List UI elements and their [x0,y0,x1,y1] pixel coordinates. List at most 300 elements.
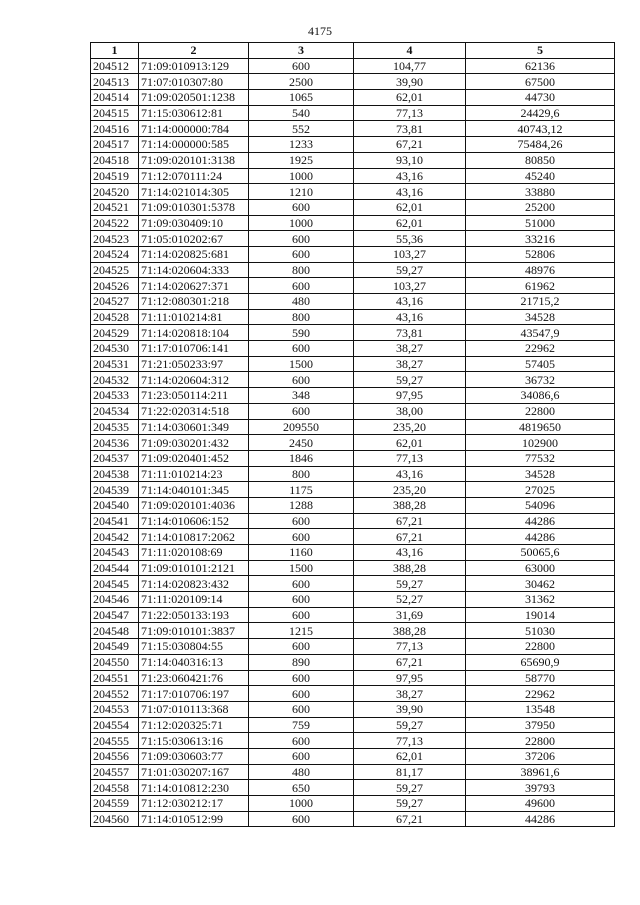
area-cell: 1065 [249,90,354,106]
table-row [91,466,615,482]
area-cell: 800 [249,262,354,278]
rate-cell: 43,16 [354,294,466,310]
row-id-cell: 204524 [91,246,139,262]
value-cell: 30462 [466,576,615,592]
row-id-cell: 204518 [91,152,139,168]
cadastral-number-cell: 71:07:010307:80 [139,74,249,90]
row-id-cell: 204538 [91,466,139,482]
row-id-cell: 204526 [91,278,139,294]
cadastral-number-cell: 71:22:020314:518 [139,403,249,419]
area-cell: 600 [249,576,354,592]
rate-cell: 38,27 [354,686,466,702]
value-cell: 25200 [466,199,615,215]
cadastral-number-cell: 71:15:030612:81 [139,105,249,121]
table-row [91,513,615,529]
row-id-cell: 204552 [91,686,139,702]
rate-cell: 73,81 [354,325,466,341]
area-cell: 600 [249,748,354,764]
row-id-cell: 204513 [91,74,139,90]
value-cell: 45240 [466,168,615,184]
rate-cell: 235,20 [354,482,466,498]
area-cell: 1175 [249,482,354,498]
area-cell: 600 [249,639,354,655]
rate-cell: 67,21 [354,513,466,529]
cadastral-number-cell: 71:17:010706:197 [139,686,249,702]
area-cell: 552 [249,121,354,137]
header-row [91,43,615,59]
rate-cell: 67,21 [354,529,466,545]
rate-cell: 77,13 [354,450,466,466]
row-id-cell: 204550 [91,654,139,670]
rate-cell: 235,20 [354,419,466,435]
table-row [91,325,615,341]
cadastral-number-cell: 71:23:050114:211 [139,388,249,404]
value-cell: 48976 [466,262,615,278]
cadastral-number-cell: 71:09:010101:2121 [139,560,249,576]
column-header: 3 [249,43,354,59]
rate-cell: 55,36 [354,231,466,247]
table-body [91,58,615,827]
rate-cell: 81,17 [354,764,466,780]
table-row [91,686,615,702]
table-row [91,701,615,717]
cadastral-number-cell: 71:14:040101:345 [139,482,249,498]
value-cell: 63000 [466,560,615,576]
value-cell: 51000 [466,215,615,231]
row-id-cell: 204525 [91,262,139,278]
table-row [91,670,615,686]
area-cell: 480 [249,764,354,780]
table-row [91,592,615,608]
rate-cell: 62,01 [354,435,466,451]
value-cell: 22962 [466,341,615,357]
value-cell: 21715,2 [466,294,615,310]
value-cell: 54096 [466,497,615,513]
value-cell: 4819650 [466,419,615,435]
row-id-cell: 204551 [91,670,139,686]
row-id-cell: 204541 [91,513,139,529]
area-cell: 600 [249,592,354,608]
rate-cell: 59,27 [354,796,466,812]
table-row [91,309,615,325]
value-cell: 38961,6 [466,764,615,780]
value-cell: 22800 [466,403,615,419]
value-cell: 22800 [466,733,615,749]
rate-cell: 59,27 [354,780,466,796]
row-id-cell: 204515 [91,105,139,121]
value-cell: 57405 [466,356,615,372]
table-row [91,497,615,513]
area-cell: 600 [249,701,354,717]
cadastral-number-cell: 71:14:020604:333 [139,262,249,278]
area-cell: 600 [249,733,354,749]
row-id-cell: 204542 [91,529,139,545]
cadastral-number-cell: 71:09:010913:129 [139,58,249,74]
table-row [91,74,615,90]
area-cell: 800 [249,309,354,325]
cadastral-number-cell: 71:14:040316:13 [139,654,249,670]
cadastral-number-cell: 71:14:020604:312 [139,372,249,388]
area-cell: 600 [249,246,354,262]
area-cell: 600 [249,686,354,702]
table-row [91,215,615,231]
table-row [91,278,615,294]
area-cell: 1500 [249,356,354,372]
column-header: 5 [466,43,615,59]
value-cell: 44730 [466,90,615,106]
area-cell: 480 [249,294,354,310]
area-cell: 1925 [249,152,354,168]
rate-cell: 38,00 [354,403,466,419]
row-id-cell: 204537 [91,450,139,466]
value-cell: 102900 [466,435,615,451]
rate-cell: 67,21 [354,811,466,827]
cadastral-number-cell: 71:07:010113:368 [139,701,249,717]
value-cell: 65690,9 [466,654,615,670]
data-table [90,42,615,827]
value-cell: 37950 [466,717,615,733]
row-id-cell: 204523 [91,231,139,247]
area-cell: 590 [249,325,354,341]
value-cell: 49600 [466,796,615,812]
table-row [91,529,615,545]
table-row [91,764,615,780]
value-cell: 27025 [466,482,615,498]
cadastral-number-cell: 71:14:010817:2062 [139,529,249,545]
table-row [91,184,615,200]
row-id-cell: 204521 [91,199,139,215]
value-cell: 19014 [466,607,615,623]
table-row [91,246,615,262]
row-id-cell: 204540 [91,497,139,513]
area-cell: 600 [249,529,354,545]
cadastral-number-cell: 71:12:020325:71 [139,717,249,733]
table-row [91,372,615,388]
table-row [91,419,615,435]
row-id-cell: 204520 [91,184,139,200]
cadastral-number-cell: 71:14:021014:305 [139,184,249,200]
cadastral-number-cell: 71:14:020627:371 [139,278,249,294]
rate-cell: 31,69 [354,607,466,623]
table-row [91,623,615,639]
area-cell: 1210 [249,184,354,200]
area-cell: 1000 [249,796,354,812]
rate-cell: 104,77 [354,58,466,74]
table-row [91,262,615,278]
rate-cell: 62,01 [354,199,466,215]
value-cell: 40743,12 [466,121,615,137]
row-id-cell: 204557 [91,764,139,780]
cadastral-number-cell: 71:09:030603:77 [139,748,249,764]
row-id-cell: 204547 [91,607,139,623]
cadastral-number-cell: 71:22:050133:193 [139,607,249,623]
area-cell: 800 [249,466,354,482]
cadastral-number-cell: 71:09:020101:4036 [139,497,249,513]
area-cell: 650 [249,780,354,796]
table-row [91,341,615,357]
row-id-cell: 204514 [91,90,139,106]
area-cell: 600 [249,403,354,419]
cadastral-number-cell: 71:11:020109:14 [139,592,249,608]
value-cell: 44286 [466,811,615,827]
area-cell: 1000 [249,168,354,184]
row-id-cell: 204548 [91,623,139,639]
row-id-cell: 204549 [91,639,139,655]
table-row [91,231,615,247]
table-row [91,639,615,655]
value-cell: 31362 [466,592,615,608]
rate-cell: 43,16 [354,184,466,200]
rate-cell: 388,28 [354,560,466,576]
rate-cell: 73,81 [354,121,466,137]
area-cell: 759 [249,717,354,733]
value-cell: 13548 [466,701,615,717]
rate-cell: 39,90 [354,74,466,90]
cadastral-number-cell: 71:11:020108:69 [139,545,249,561]
cadastral-number-cell: 71:14:020818:104 [139,325,249,341]
row-id-cell: 204543 [91,545,139,561]
rate-cell: 103,27 [354,246,466,262]
value-cell: 33880 [466,184,615,200]
row-id-cell: 204530 [91,341,139,357]
rate-cell: 52,27 [354,592,466,608]
row-id-cell: 204560 [91,811,139,827]
cadastral-number-cell: 71:21:050233:97 [139,356,249,372]
value-cell: 43547,9 [466,325,615,341]
area-cell: 600 [249,372,354,388]
cadastral-number-cell: 71:09:020401:452 [139,450,249,466]
rate-cell: 59,27 [354,576,466,592]
value-cell: 80850 [466,152,615,168]
table-row [91,576,615,592]
table-row [91,121,615,137]
table-row [91,811,615,827]
rate-cell: 59,27 [354,372,466,388]
rate-cell: 97,95 [354,388,466,404]
cadastral-number-cell: 71:12:080301:218 [139,294,249,310]
cadastral-number-cell: 71:14:000000:585 [139,137,249,153]
column-header: 1 [91,43,139,59]
table-row [91,733,615,749]
area-cell: 540 [249,105,354,121]
cadastral-number-cell: 71:12:070111:24 [139,168,249,184]
value-cell: 44286 [466,513,615,529]
column-header: 4 [354,43,466,59]
value-cell: 50065,6 [466,545,615,561]
row-id-cell: 204531 [91,356,139,372]
value-cell: 62136 [466,58,615,74]
table-row [91,796,615,812]
area-cell: 600 [249,231,354,247]
row-id-cell: 204527 [91,294,139,310]
value-cell: 67500 [466,74,615,90]
rate-cell: 62,01 [354,215,466,231]
cadastral-number-cell: 71:05:010202:67 [139,231,249,247]
area-cell: 600 [249,670,354,686]
area-cell: 1500 [249,560,354,576]
area-cell: 600 [249,58,354,74]
rate-cell: 59,27 [354,717,466,733]
row-id-cell: 204539 [91,482,139,498]
table-row [91,560,615,576]
row-id-cell: 204517 [91,137,139,153]
rate-cell: 43,16 [354,309,466,325]
cadastral-number-cell: 71:14:010512:99 [139,811,249,827]
cadastral-number-cell: 71:14:020823:432 [139,576,249,592]
cadastral-number-cell: 71:14:010606:152 [139,513,249,529]
cadastral-number-cell: 71:11:010214:81 [139,309,249,325]
cadastral-number-cell: 71:09:020101:3138 [139,152,249,168]
value-cell: 34086,6 [466,388,615,404]
row-id-cell: 204555 [91,733,139,749]
rate-cell: 38,27 [354,356,466,372]
row-id-cell: 204529 [91,325,139,341]
cadastral-number-cell: 71:12:030212:17 [139,796,249,812]
row-id-cell: 204536 [91,435,139,451]
cadastral-number-cell: 71:09:030409:10 [139,215,249,231]
cadastral-number-cell: 71:09:010101:3837 [139,623,249,639]
row-id-cell: 204519 [91,168,139,184]
value-cell: 22962 [466,686,615,702]
table-row [91,90,615,106]
row-id-cell: 204556 [91,748,139,764]
column-header: 2 [139,43,249,59]
row-id-cell: 204558 [91,780,139,796]
table-row [91,435,615,451]
rate-cell: 77,13 [354,639,466,655]
row-id-cell: 204528 [91,309,139,325]
rate-cell: 43,16 [354,545,466,561]
value-cell: 58770 [466,670,615,686]
value-cell: 77532 [466,450,615,466]
value-cell: 52806 [466,246,615,262]
rate-cell: 67,21 [354,654,466,670]
rate-cell: 43,16 [354,466,466,482]
row-id-cell: 204544 [91,560,139,576]
value-cell: 33216 [466,231,615,247]
table-row [91,717,615,733]
area-cell: 1215 [249,623,354,639]
cadastral-number-cell: 71:14:010812:230 [139,780,249,796]
area-cell: 600 [249,811,354,827]
value-cell: 44286 [466,529,615,545]
table-row [91,294,615,310]
table-row [91,607,615,623]
area-cell: 2500 [249,74,354,90]
area-cell: 600 [249,341,354,357]
rate-cell: 388,28 [354,497,466,513]
area-cell: 1846 [249,450,354,466]
value-cell: 36732 [466,372,615,388]
table-row [91,152,615,168]
row-id-cell: 204535 [91,419,139,435]
rate-cell: 97,95 [354,670,466,686]
rate-cell: 67,21 [354,137,466,153]
rate-cell: 62,01 [354,748,466,764]
area-cell: 1233 [249,137,354,153]
area-cell: 890 [249,654,354,670]
value-cell: 34528 [466,466,615,482]
value-cell: 39793 [466,780,615,796]
cadastral-number-cell: 71:15:030613:16 [139,733,249,749]
row-id-cell: 204516 [91,121,139,137]
rate-cell: 39,90 [354,701,466,717]
table-row [91,654,615,670]
cadastral-number-cell: 71:14:020825:681 [139,246,249,262]
value-cell: 34528 [466,309,615,325]
area-cell: 348 [249,388,354,404]
table-row [91,450,615,466]
area-cell: 600 [249,607,354,623]
rate-cell: 77,13 [354,733,466,749]
cadastral-number-cell: 71:11:010214:23 [139,466,249,482]
cadastral-number-cell: 71:17:010706:141 [139,341,249,357]
area-cell: 1000 [249,215,354,231]
area-cell: 2450 [249,435,354,451]
row-id-cell: 204534 [91,403,139,419]
value-cell: 22800 [466,639,615,655]
cadastral-number-cell: 71:14:030601:349 [139,419,249,435]
table-row [91,780,615,796]
area-cell: 600 [249,199,354,215]
table-row [91,168,615,184]
value-cell: 51030 [466,623,615,639]
cadastral-number-cell: 71:15:030804:55 [139,639,249,655]
row-id-cell: 204559 [91,796,139,812]
table-row [91,403,615,419]
page-number: 4175 [308,24,332,38]
cadastral-number-cell: 71:14:000000:784 [139,121,249,137]
area-cell: 209550 [249,419,354,435]
cadastral-number-cell: 71:09:010301:5378 [139,199,249,215]
table-row [91,482,615,498]
table-row [91,748,615,764]
cadastral-number-cell: 71:09:030201:432 [139,435,249,451]
cadastral-number-cell: 71:23:060421:76 [139,670,249,686]
area-cell: 600 [249,513,354,529]
area-cell: 1160 [249,545,354,561]
row-id-cell: 204546 [91,592,139,608]
rate-cell: 62,01 [354,90,466,106]
cadastral-number-cell: 71:01:030207:167 [139,764,249,780]
table-row [91,199,615,215]
rate-cell: 103,27 [354,278,466,294]
rate-cell: 59,27 [354,262,466,278]
row-id-cell: 204545 [91,576,139,592]
value-cell: 75484,26 [466,137,615,153]
row-id-cell: 204512 [91,58,139,74]
value-cell: 24429,6 [466,105,615,121]
value-cell: 61962 [466,278,615,294]
value-cell: 37206 [466,748,615,764]
rate-cell: 38,27 [354,341,466,357]
area-cell: 600 [249,278,354,294]
rate-cell: 43,16 [354,168,466,184]
row-id-cell: 204533 [91,388,139,404]
rate-cell: 93,10 [354,152,466,168]
table-row [91,58,615,74]
area-cell: 1288 [249,497,354,513]
table-row [91,105,615,121]
table-row [91,388,615,404]
table-row [91,545,615,561]
rate-cell: 77,13 [354,105,466,121]
cadastral-number-cell: 71:09:020501:1238 [139,90,249,106]
row-id-cell: 204522 [91,215,139,231]
row-id-cell: 204532 [91,372,139,388]
table-row [91,137,615,153]
row-id-cell: 204553 [91,701,139,717]
